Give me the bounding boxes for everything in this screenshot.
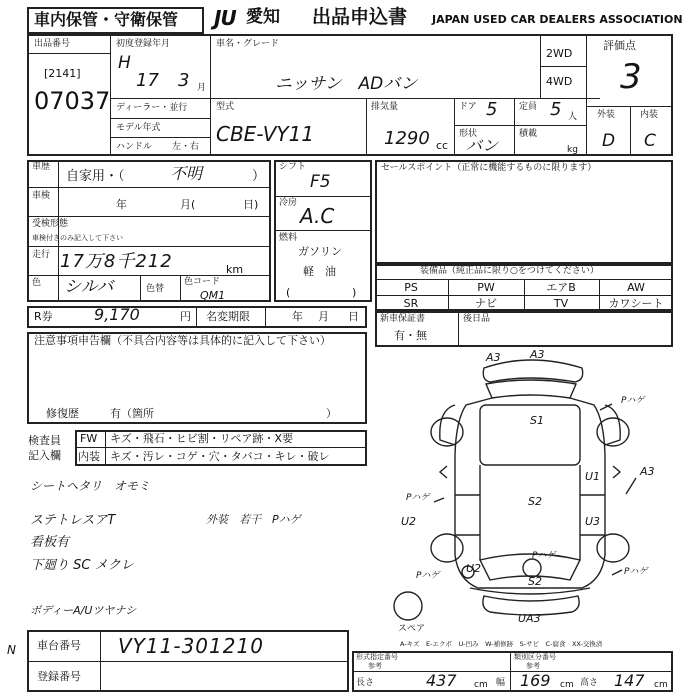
repair-label: 修復歴 [46,407,79,420]
equipment-ps: PS [404,281,418,294]
handle-options: 左・右 [172,142,200,152]
registration-era: H [118,53,131,73]
spec-ref-label: 参考 [368,662,382,670]
capacity-unit: 人 [568,112,578,122]
diagram-mark-13: S2 [528,575,542,588]
notes-label: 注意事項申告欄（不具合内容等は具体的に記入して下さい） [34,334,331,347]
diagram-mark-3: S1 [530,414,544,427]
equipment-navi: ナビ [475,297,497,310]
registration-month-unit: 月 [197,83,207,93]
registration-number-label: 登録番号 [37,670,81,683]
equipment-leather-seat: カワシート [608,297,664,310]
fuel-bracket-close: ) [352,286,357,299]
repair-value: 有（箇所 [110,407,154,420]
aircon-value: A.C [300,204,335,228]
registration-label: 初度登録年月 [116,39,171,49]
damage-legend: A-キズ E-エクボ U-凹み W-補修跡 S-サビ C-腐食 XX-交換済 [400,640,603,648]
aircon-label: 冷房 [279,198,298,208]
diagram-mark-4: Pハゲ [621,396,645,406]
recycle-label: R券 [34,310,53,323]
inspector-fw-label: FW [80,432,98,445]
recycle-value: 9,170 [94,305,140,324]
model-code-label: 型式 [216,102,235,112]
history-handwritten: 不明 [170,164,203,183]
storage-note: 車内保管・守衛保管 [34,10,179,29]
diagram-mark-16: UA3 [518,612,541,625]
inspector-fw-items: キズ・飛石・ヒビ割・リペア跡・X要 [110,432,294,445]
height-unit: cm [654,680,668,690]
capacity-value: 5 [550,99,562,120]
capacity-label: 定員 [519,102,538,112]
fuel-label: 燃料 [279,233,298,243]
model-year-label: モデル年式 [116,123,161,133]
inspector-int-items: キズ・汚レ・コゲ・穴・タバコ・キレ・破レ [110,450,330,463]
doors-value: 5 [486,99,498,120]
length-label: 長さ [356,678,375,688]
remark-line-2b: 外装 若干 Pハゲ [206,513,301,526]
form-title: 出品申込書 [312,6,408,28]
width-value: 169 [520,671,551,690]
mileage-value: 17万8千212 [60,251,173,272]
inspection-day-unit: 日) [243,198,259,211]
lot-prefix: [2141] [44,67,81,80]
color-label: 色 [32,278,42,288]
inspection-form-note: 車検付きのみ記入して下さい [32,234,123,242]
equipment-aw: AW [627,281,645,294]
grade-label: 評価点 [603,39,636,52]
name-change-month: 月 [318,310,329,323]
history-label: 車歴 [32,162,51,172]
load-unit: kg [567,145,578,155]
color-paint-label: 色替 [146,284,165,294]
listing-number: 07037 [34,87,111,115]
drive-2wd: 2WD [546,47,573,60]
warranty-options: 有・無 [394,329,427,342]
diagram-mark-14: Pハゲ [416,571,440,581]
cat-label: 類別区分番号 [514,653,556,661]
handle-label: ハンドル [116,142,153,152]
grade-value: 3 [620,57,642,97]
car-name-value: ニッサン ADバン [275,74,418,94]
grade-exterior-value: D [602,131,616,151]
doors-label: ドア [459,102,477,112]
height-label: 高さ [580,678,599,688]
chassis-label: 車台番号 [37,639,81,652]
inspector-label-2: 記入欄 [28,449,61,462]
inspector-label-1: 検査員 [28,434,61,447]
recycle-unit: 円 [180,310,191,323]
load-label: 積載 [519,129,538,139]
warranty-label: 新車保証書 [380,314,426,324]
displacement-label: 排気量 [371,102,399,112]
diagram-mark-9: U2 [401,515,417,528]
drive-4wd: 4WD [546,75,573,88]
ju-logo: JU [214,6,236,30]
width-label: 幅 [496,678,506,688]
model-code-value: CBE-VY11 [216,122,315,146]
dealer-label: ディーラー・並行 [116,103,188,113]
remark-line-3: 看板有 [30,535,70,550]
diagram-mark-2: A3 [530,348,545,361]
spec-label: 形式指定番号 [356,653,398,661]
width-unit: cm [560,680,574,690]
height-value: 147 [614,671,645,690]
association-name: JAPAN USED CAR DEALERS ASSOCIATION [432,13,683,26]
cat-ref-label: 参考 [526,662,540,670]
history-close: ） [252,169,266,184]
inspection-form-label: 受検形態 [32,219,69,229]
name-change-year: 年 [292,310,303,323]
mileage-unit: km [226,263,244,276]
color-value: シルバ [64,277,114,297]
fuel-diesel: 軽 油 [303,265,336,278]
grade-interior-value: C [644,131,656,151]
diagram-mark-1: A3 [486,351,501,364]
diagram-mark-12: U2 [466,562,482,575]
color-code-label: 色コード [184,277,221,287]
remark-line-5: ボディーA/Uツヤナシ [30,604,137,617]
equipment-sr: SR [403,297,419,310]
name-change-day: 日 [348,310,359,323]
equipment-pw: PW [477,281,495,294]
remark-line-2: ステトレスアT [30,513,116,528]
inspection-month-unit: 月( [180,198,196,211]
equipment-tv: TV [553,297,569,310]
equipment-label: 装備品（純正品に限り○をつけてください） [420,266,599,276]
registration-month: 3 [178,70,190,91]
grade-exterior-label: 外装 [597,110,616,120]
mileage-label: 走行 [32,250,51,260]
fuel-gasoline: ガソリン [298,245,342,258]
chassis-value: VY11-301210 [118,634,264,658]
shape-value: バン [466,136,499,155]
remark-line-1: シートヘタリ オモミ [30,479,151,493]
later-date-label: 後日品 [463,314,491,324]
selling-point-label: セールスポイント（正常に機能するものに限ります） [381,163,597,173]
repair-close: ） [326,407,337,420]
listing-number-label: 出品番号 [34,39,71,49]
inspector-int-label: 内装 [78,450,100,463]
diagram-mark-7: Pハゲ [406,493,430,503]
color-code-value: QM1 [200,289,226,302]
shape-label: 形状 [459,129,478,139]
shift-label: シフト [279,162,307,172]
spare-label: スペア [398,624,426,634]
fuel-bracket-open: ( [286,286,291,299]
diagram-mark-5: U1 [585,470,601,483]
diagram-mark-8: S2 [528,495,542,508]
margin-mark: N [7,643,16,657]
inspection-label: 車検 [32,191,51,201]
grade-interior-label: 内装 [640,110,659,120]
diagram-mark-6: A3 [640,465,655,478]
inspection-year-unit: 年 [116,198,127,211]
diagram-mark-10: U3 [585,515,601,528]
displacement-value: 1290 [384,128,430,149]
diagram-mark-15: Pハゲ [624,567,648,577]
registration-year: 17 [136,70,159,91]
remark-line-4: 下廻り SC メクレ [30,558,134,573]
equipment-airbag: エアB [546,281,576,294]
car-name-label: 車名・グレード [216,39,280,49]
org-name: 愛知 [246,7,280,27]
displacement-unit: cc [436,139,449,152]
name-change-label: 名変期限 [206,310,250,323]
shift-value: F5 [310,172,331,192]
length-unit: cm [474,680,488,690]
history-value: 自家用・（ [66,169,125,184]
length-value: 437 [426,671,457,690]
diagram-mark-11: Pハゲ [532,551,556,561]
